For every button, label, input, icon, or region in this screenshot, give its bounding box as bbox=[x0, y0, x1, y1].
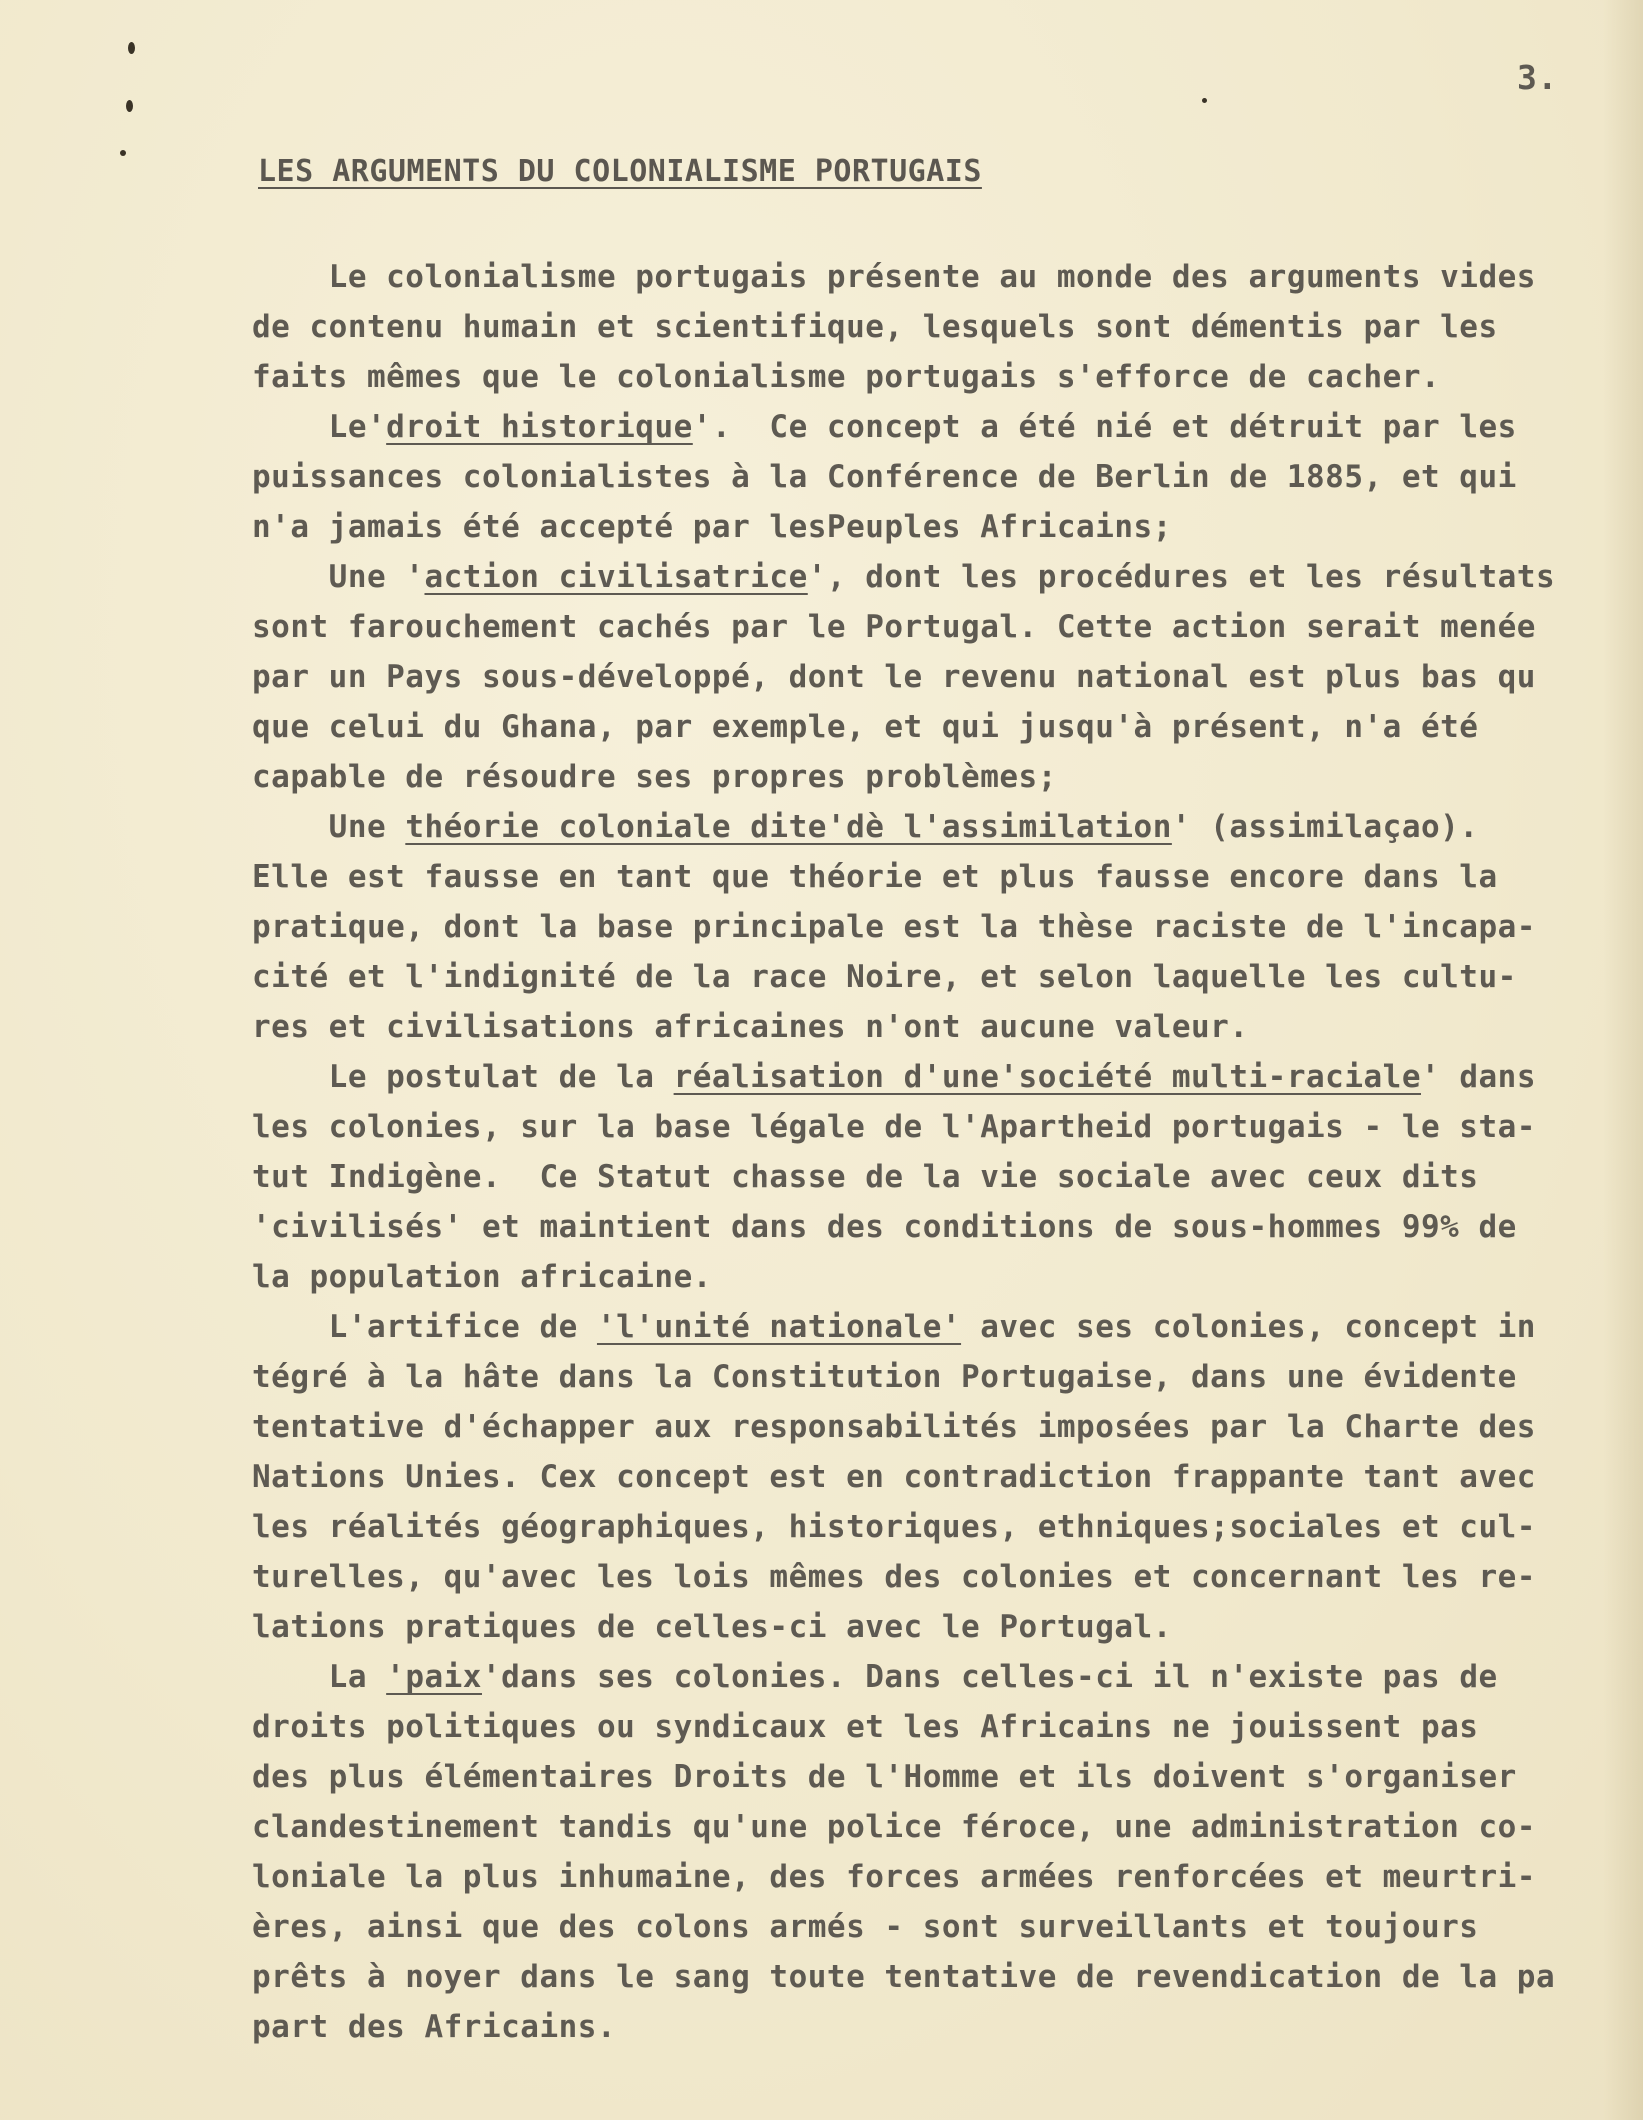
text-line bbox=[252, 902, 1622, 952]
text-line bbox=[252, 652, 1622, 702]
text-line bbox=[252, 1002, 1622, 1052]
text-segment: tentative d'échapper aux responsabilités imposées par la Charte des bbox=[252, 1409, 1536, 1445]
text-line bbox=[252, 1302, 1622, 1352]
text-line bbox=[252, 1152, 1622, 1202]
text-line bbox=[252, 402, 1622, 452]
text-line bbox=[252, 702, 1622, 752]
text-segment: capable de résoudre ses propres problèmes; bbox=[252, 759, 1057, 795]
punch-hole-mark bbox=[120, 150, 126, 156]
underlined-term: réalisation d'une'société multi-raciale bbox=[673, 1059, 1421, 1095]
text-line bbox=[252, 1702, 1622, 1752]
text-segment: prêts à noyer dans le sang toute tentative de revendication de la pa bbox=[252, 1959, 1556, 1995]
text-segment: 'civilisés' et maintient dans des conditions de sous-hommes 99% de bbox=[252, 1209, 1517, 1245]
text-segment: Le' bbox=[252, 409, 387, 445]
text-line bbox=[252, 1852, 1622, 1902]
text-line bbox=[252, 952, 1622, 1002]
text-segment: loniale la plus inhumaine, des forces armées renforcées et meurtri- bbox=[252, 1859, 1536, 1895]
text-segment: Le colonialisme portugais présente au monde des arguments vides bbox=[252, 259, 1536, 295]
text-line bbox=[252, 852, 1622, 902]
text-segment: les colonies, sur la base légale de l'Apartheid portugais - le sta- bbox=[252, 1109, 1536, 1145]
underlined-term: droit historique bbox=[386, 409, 693, 445]
text-line bbox=[252, 1502, 1622, 1552]
text-line bbox=[252, 1652, 1622, 1702]
text-segment: ' (assimilaçao). bbox=[1171, 809, 1479, 845]
text-segment: puissances colonialistes à la Conférence de Berlin de 1885, et qui bbox=[252, 459, 1517, 495]
text-segment: par un Pays sous-développé, dont le revenu national est plus bas qu bbox=[252, 659, 1536, 695]
text-segment: pratique, dont la base principale est la thèse raciste de l'incapa- bbox=[252, 909, 1536, 945]
underlined-term: théorie coloniale dite'dè l'assimilation bbox=[405, 809, 1172, 845]
ink-speck bbox=[1202, 98, 1207, 103]
text-line bbox=[252, 1952, 1622, 2002]
text-segment: Une bbox=[252, 809, 406, 845]
text-line bbox=[252, 1052, 1622, 1102]
text-line bbox=[252, 1102, 1622, 1152]
text-segment: part des Africains. bbox=[252, 2009, 617, 2045]
text-segment: ' dans bbox=[1421, 1059, 1536, 1095]
text-line bbox=[252, 752, 1622, 802]
text-line bbox=[252, 1602, 1622, 1652]
text-line bbox=[252, 1752, 1622, 1802]
body-text bbox=[252, 252, 1622, 2052]
text-line bbox=[252, 2002, 1622, 2052]
text-segment: clandestinement tandis qu'une police féroce, une administration co- bbox=[252, 1809, 1536, 1845]
text-line bbox=[252, 502, 1622, 552]
text-line bbox=[252, 302, 1622, 352]
text-segment: Le postulat de la bbox=[252, 1059, 674, 1095]
text-segment: res et civilisations africaines n'ont aucune valeur. bbox=[252, 1009, 1249, 1045]
text-segment: avec ses colonies, concept in bbox=[961, 1309, 1536, 1345]
text-segment: les réalités géographiques, historiques, ethniques;sociales et cul- bbox=[252, 1509, 1536, 1545]
text-segment: lations pratiques de celles-ci avec le Portugal. bbox=[252, 1609, 1172, 1645]
text-segment: 'dans ses colonies. Dans celles-ci il n'existe pas de bbox=[481, 1659, 1498, 1695]
text-segment: turelles, qu'avec les lois mêmes des colonies et concernant les re- bbox=[252, 1559, 1536, 1595]
text-line bbox=[252, 452, 1622, 502]
underlined-term: 'l'unité nationale' bbox=[596, 1309, 962, 1345]
punch-hole-mark bbox=[128, 42, 135, 54]
text-segment: de contenu humain et scientifique, lesquels sont démentis par les bbox=[252, 309, 1498, 345]
text-segment: ', dont les procédures et les résultats bbox=[807, 559, 1556, 595]
text-segment: Nations Unies. Cex concept est en contradiction frappante tant avec bbox=[252, 1459, 1536, 1495]
text-line bbox=[252, 1452, 1622, 1502]
text-line bbox=[252, 802, 1622, 852]
text-line bbox=[252, 1402, 1622, 1452]
text-segment: La bbox=[252, 1659, 387, 1695]
text-line bbox=[252, 602, 1622, 652]
text-line bbox=[252, 1552, 1622, 1602]
page-title: LES ARGUMENTS DU COLONIALISME PORTUGAIS bbox=[258, 154, 982, 189]
text-segment: tégré à la hâte dans la Constitution Portugaise, dans une évidente bbox=[252, 1359, 1517, 1395]
text-line bbox=[252, 1352, 1622, 1402]
text-segment: cité et l'indignité de la race Noire, et selon laquelle les cultu- bbox=[252, 959, 1517, 995]
text-line bbox=[252, 352, 1622, 402]
underlined-term: 'paix bbox=[386, 1659, 482, 1695]
text-segment: faits mêmes que le colonialisme portugais s'efforce de cacher. bbox=[252, 359, 1441, 395]
text-segment: la population africaine. bbox=[252, 1259, 712, 1295]
text-segment: Une ' bbox=[252, 559, 425, 595]
page-number: 3. bbox=[1517, 58, 1558, 97]
text-segment: droits politiques ou syndicaux et les Africains ne jouissent pas bbox=[252, 1709, 1479, 1745]
text-line bbox=[252, 1902, 1622, 1952]
text-line bbox=[252, 1252, 1622, 1302]
text-line bbox=[252, 552, 1622, 602]
text-segment: Elle est fausse en tant que théorie et plus fausse encore dans la bbox=[252, 859, 1498, 895]
text-segment: '. Ce concept a été nié et détruit par les bbox=[692, 409, 1517, 445]
text-segment: ères, ainsi que des colons armés - sont surveillants et toujours bbox=[252, 1909, 1479, 1945]
text-segment: des plus élémentaires Droits de l'Homme et ils doivent s'organiser bbox=[252, 1759, 1517, 1795]
text-line bbox=[252, 1802, 1622, 1852]
text-line bbox=[252, 1202, 1622, 1252]
text-segment: tut Indigène. Ce Statut chasse de la vie sociale avec ceux dits bbox=[252, 1159, 1479, 1195]
underlined-term: action civilisatrice bbox=[424, 559, 808, 595]
text-line bbox=[252, 252, 1622, 302]
text-segment: L'artifice de bbox=[252, 1309, 597, 1345]
text-segment: que celui du Ghana, par exemple, et qui jusqu'à présent, n'a été bbox=[252, 709, 1479, 745]
punch-hole-mark bbox=[126, 100, 133, 112]
text-segment: sont farouchement cachés par le Portugal. Cette action serait menée bbox=[252, 609, 1536, 645]
text-segment: n'a jamais été accepté par lesPeuples Africains; bbox=[252, 509, 1172, 545]
